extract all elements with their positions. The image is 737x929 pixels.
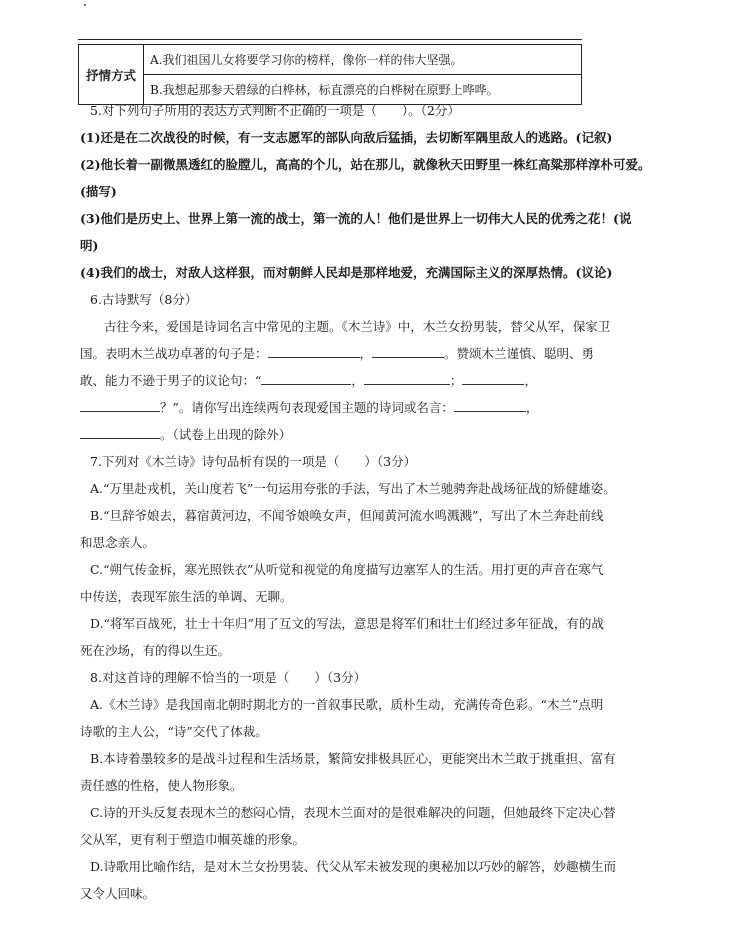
q8-option-b: B.本诗着墨较多的是战斗过程和生活场景，繁简安排极具匠心，更能突出木兰敢于挑重担、富有 — [90, 751, 616, 766]
table-label: 抒情方式 — [79, 45, 144, 105]
q5-sentence-3-tag: 明) — [80, 238, 99, 253]
q6-line-3 — [80, 367, 640, 394]
expression-table — [78, 44, 582, 105]
q6-text: 敢、能力不逊于男子的议论句：“ — [80, 373, 262, 388]
q6-line-5 — [80, 421, 640, 448]
q6-text: 。（试卷上出现的除外） — [160, 427, 292, 442]
q8-option-a-cont: 诗歌的主人公，“诗”交代了体裁。 — [80, 724, 268, 739]
q8-option-d-cont: 又令人回味。 — [80, 886, 156, 901]
table-top-rule — [78, 39, 582, 40]
q5-sentence-2-tag: (描写) — [80, 184, 117, 199]
q7-option-c-cont: 中传送，表现军旅生活的单调、无聊。 — [80, 589, 293, 604]
q7-option-b-cont: 和思念亲人。 — [80, 535, 156, 550]
q8-option-d: D.诗歌用比喻作结，是对木兰女扮男装、代父从军未被发现的奥秘加以巧妙的解答，妙趣横生而 — [90, 859, 617, 874]
answer-blank[interactable] — [268, 344, 360, 358]
answer-blank[interactable] — [261, 371, 351, 385]
q6-line-2 — [80, 340, 640, 367]
answer-blank[interactable] — [372, 344, 444, 358]
answer-blank[interactable] — [80, 398, 160, 412]
q5-sentence-1: (1)还是在二次战役的时候，有一支志愿军的部队向敌后猛插，去切断军隅里敌人的逃路。(记叙) — [80, 130, 613, 145]
q7-stem: 7.下列对《木兰诗》诗句品析有误的一项是（ ）（3分） — [90, 454, 417, 469]
q5-stem: 5.对下列句子所用的表达方式判断不正确的一项是（ ）。（2分） — [90, 103, 460, 118]
answer-blank[interactable] — [80, 425, 160, 439]
q8-option-c-cont: 父从军，更有利于塑造巾帼英雄的形象。 — [80, 832, 306, 847]
q6-line-1: 古往今来，爱国是诗词名言中常见的主题。《木兰诗》中，木兰女扮男装，替父从军，保家卫 — [104, 319, 611, 334]
q7-option-a: A.“万里赴戎机，关山度若飞”一句运用夸张的手法，写出了木兰驰骋奔赴战场征战的矫健雄姿。 — [90, 481, 616, 496]
q6-text: ， — [351, 373, 364, 388]
q6-text: 国。表明木兰战功卓著的句子是： — [80, 346, 268, 361]
answer-blank[interactable] — [462, 371, 524, 385]
q6-text: ， — [525, 400, 539, 415]
q5-sentence-3: (3)他们是历史上、世界上第一流的战士，第一流的人！他们是世界上一切伟大人民的优秀之花！(说 — [80, 211, 632, 226]
answer-blank[interactable] — [454, 398, 526, 412]
q6-text: ， — [524, 373, 537, 388]
q5-sentence-2: (2)他长着一副微黑透红的脸膛儿，高高的个儿，站在那儿，就像秋天田野里一株红高粱那样淳朴可爱。 — [80, 157, 651, 172]
q8-option-a: A.《木兰诗》是我国南北朝时期北方的一首叙事民歌，质朴生动，充满传奇色彩。“木兰”点明 — [90, 697, 604, 712]
q8-stem: 8.对这首诗的理解不恰当的一项是（ ）（3分） — [90, 670, 367, 685]
q5-sentence-4: (4)我们的战士，对敌人这样狠，而对朝鲜人民却是那样地爱，充满国际主义的深厚热情。(议论) — [80, 265, 613, 280]
q8-option-c: C.诗的开头反复表现木兰的愁闷心情，表现木兰面对的是很难解决的问题，但她最终下定决心替 — [90, 805, 616, 820]
question-content — [80, 97, 651, 907]
q6-stem: 6.古诗默写（8分） — [90, 292, 198, 307]
answer-blank[interactable] — [364, 371, 450, 385]
q6-text: ， — [359, 346, 373, 361]
q7-option-b: B.“旦辞爷娘去，暮宿黄河边，不闻爷娘唤女声，但闻黄河流水鸣溅溅”，写出了木兰奔赴前线 — [90, 508, 604, 523]
scan-speck — [84, 4, 86, 6]
q6-text: ？”。请你写出连续两句表现爱国主题的诗词或名言： — [160, 400, 454, 415]
q7-option-d-cont: 死在沙场，有的得以生还。 — [80, 643, 231, 658]
option-b-cell: B.我想起那参天碧绿的白桦林，标直漂亮的白桦树在原野上哗哗。 — [144, 75, 582, 105]
q8-option-b-cont: 责任感的性格，使人物形象。 — [80, 778, 243, 793]
option-a-cell: A.我们祖国儿女将要学习你的榜样，像你一样的伟大坚强。 — [144, 45, 582, 75]
q6-text: ； — [449, 373, 463, 388]
q6-line-4 — [80, 394, 640, 421]
q7-option-c: C.“朔气传金柝，寒光照铁衣”从听觉和视觉的角度描写边塞军人的生活。用打更的声音在寒气 — [90, 562, 604, 577]
q6-text: 。赞颂木兰谨慎、聪明、勇 — [444, 346, 595, 361]
table-row — [79, 45, 582, 75]
q7-option-d: D.“将军百战死，壮士十年归”用了互文的写法，意思是将军们和壮士们经过多年征战，有的战 — [90, 616, 604, 631]
